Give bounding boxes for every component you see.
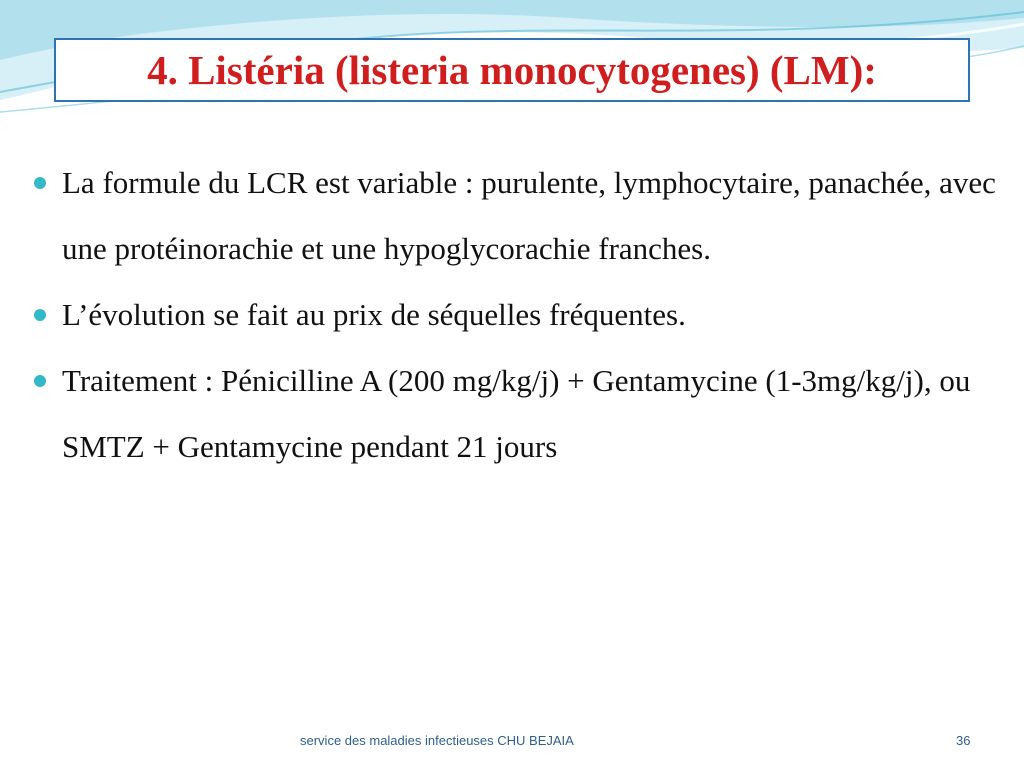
footer-text: service des maladies infectieuses CHU BEJAIA	[300, 733, 574, 748]
bullet-item-2	[34, 282, 1004, 348]
bullet-dot-icon	[34, 375, 46, 387]
bullet-text-3: Traitement : Pénicilline A (200 mg/kg/j) + Gentamycine (1-3mg/kg/j), ou SMTZ + Gentamycine pendant 21 jours	[62, 363, 971, 464]
bullet-item-1	[34, 150, 1004, 282]
bullet-text-1: La formule du LCR est variable : purulente, lymphocytaire, panachée, avec une protéinorachie et une hypoglycorachie franches.	[62, 165, 996, 266]
bullet-list	[34, 150, 1004, 480]
page-number: 36	[956, 733, 971, 748]
title-box	[54, 38, 970, 102]
bullet-dot-icon	[34, 177, 46, 189]
slide-title: 4. Listéria (listeria monocytogenes) (LM):	[147, 47, 877, 93]
bullet-dot-icon	[34, 309, 46, 321]
bullet-item-3	[34, 348, 1004, 480]
bullet-text-2: L’évolution se fait au prix de séquelles fréquentes.	[62, 297, 686, 332]
